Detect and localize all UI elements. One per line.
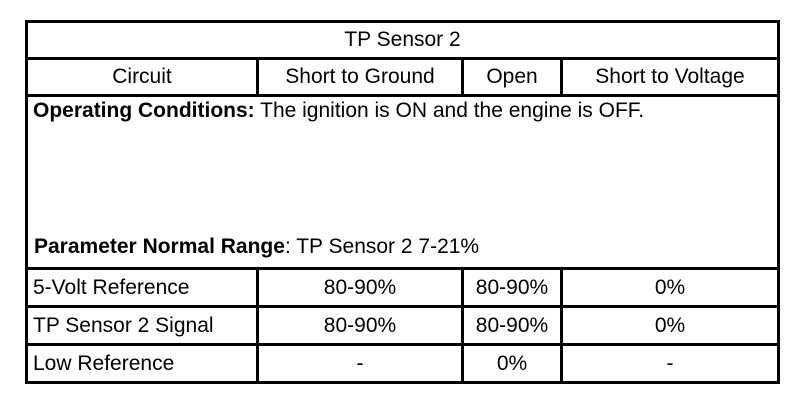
- short-to-ground-value: 80-90%: [259, 270, 464, 308]
- table-row: [28, 346, 777, 381]
- conditions-cell: [28, 97, 777, 270]
- short-to-ground-value: 80-90%: [259, 308, 464, 346]
- table-row: [28, 308, 777, 346]
- table-row: [28, 270, 777, 308]
- operating-conditions-text: The ignition is ON and the engine is OFF.: [254, 99, 645, 122]
- parameter-range-label: Parameter Normal Range: [34, 235, 285, 258]
- operating-conditions: [33, 97, 772, 125]
- short-to-voltage-value: 0%: [563, 308, 777, 346]
- circuit-name: TP Sensor 2 Signal: [28, 308, 259, 346]
- open-value: 0%: [464, 346, 563, 381]
- open-value: 80-90%: [464, 308, 563, 346]
- short-to-voltage-value: -: [666, 351, 674, 375]
- table-title: TP Sensor 2: [28, 23, 777, 60]
- diagnostic-table: [25, 20, 780, 384]
- open-value: 80-90%: [464, 270, 563, 308]
- title-row: [28, 23, 777, 60]
- operating-conditions-label: Operating Conditions:: [33, 99, 255, 122]
- header-short-to-voltage: Short to Voltage: [563, 60, 777, 97]
- header-circuit: Circuit: [28, 60, 259, 97]
- parameter-range-text: : TP Sensor 2 7-21%: [284, 235, 480, 258]
- short-to-voltage-value: 0%: [563, 270, 777, 308]
- circuit-name: 5-Volt Reference: [28, 270, 259, 308]
- header-open: Open: [464, 60, 563, 97]
- header-short-to-ground: Short to Ground: [259, 60, 464, 97]
- short-to-ground-value: -: [259, 346, 464, 381]
- header-row: [28, 60, 777, 97]
- circuit-name: Low Reference: [28, 346, 259, 381]
- parameter-normal-range: [34, 235, 479, 259]
- conditions-row: [28, 97, 777, 270]
